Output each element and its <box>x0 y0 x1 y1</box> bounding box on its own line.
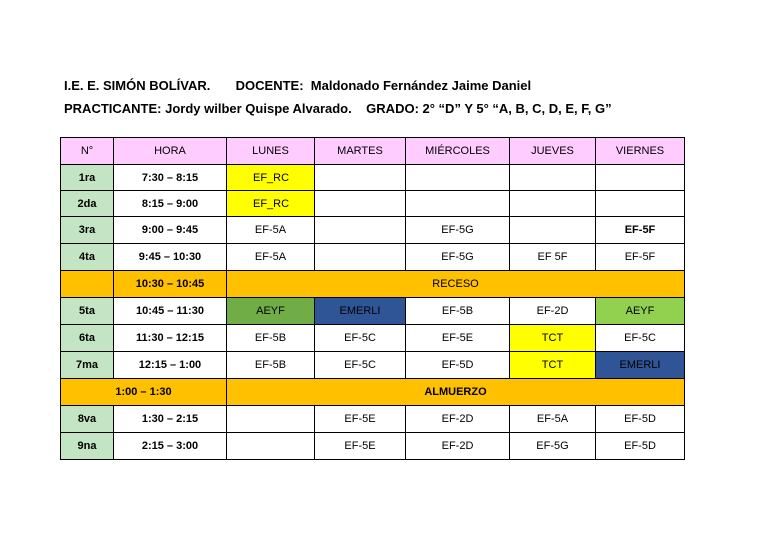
column-header: MIÉRCOLES <box>406 138 510 165</box>
header-trainee-grade: PRACTICANTE: Jordy wilber Quispe Alvarado. GRADO: 2° “D” Y 5° “A, B, C, D, E, F, G” <box>64 101 612 116</box>
column-header: JUEVES <box>510 138 596 165</box>
table-header-row <box>61 138 685 165</box>
schedule-cell: EF-5A <box>227 217 315 244</box>
schedule-cell: EF-5D <box>596 433 685 460</box>
schedule-cell <box>315 244 406 271</box>
period-number: 2da <box>61 191 114 217</box>
schedule-cell <box>596 191 685 217</box>
table-row <box>61 352 685 379</box>
table-row <box>61 217 685 244</box>
period-number: 3ra <box>61 217 114 244</box>
schedule-cell <box>315 165 406 191</box>
period-number: 5ta <box>61 298 114 325</box>
schedule-cell: EF-5C <box>315 325 406 352</box>
schedule-cell: EF-5E <box>315 433 406 460</box>
schedule-cell: EF-5E <box>315 406 406 433</box>
table-row <box>61 433 685 460</box>
schedule-cell: EF-5G <box>510 433 596 460</box>
table-row <box>61 325 685 352</box>
table-row <box>61 165 685 191</box>
column-header: LUNES <box>227 138 315 165</box>
schedule-cell <box>227 406 315 433</box>
schedule-cell <box>510 217 596 244</box>
schedule-cell: EF-5C <box>315 352 406 379</box>
schedule-cell: EF-5C <box>596 325 685 352</box>
schedule-table <box>60 137 685 460</box>
schedule-cell <box>510 165 596 191</box>
break-label: ALMUERZO <box>227 379 685 406</box>
schedule-cell: EMERLI <box>315 298 406 325</box>
schedule-cell <box>315 191 406 217</box>
period-number: 8va <box>61 406 114 433</box>
schedule-cell: TCT <box>510 352 596 379</box>
schedule-cell: EF-5A <box>510 406 596 433</box>
schedule-cell: EF-5E <box>406 325 510 352</box>
schedule-cell <box>227 433 315 460</box>
schedule-cell: EMERLI <box>596 352 685 379</box>
period-time: 2:15 – 3:00 <box>114 433 227 460</box>
period-number: 1ra <box>61 165 114 191</box>
schedule-cell: EF-5D <box>406 352 510 379</box>
schedule-cell: EF-5A <box>227 244 315 271</box>
schedule-cell: EF-5D <box>596 406 685 433</box>
schedule-cell <box>596 165 685 191</box>
table-row <box>61 406 685 433</box>
schedule-cell <box>510 191 596 217</box>
schedule-cell: EF-2D <box>510 298 596 325</box>
break-row <box>61 271 685 298</box>
schedule-cell: AEYF <box>596 298 685 325</box>
period-number: 6ta <box>61 325 114 352</box>
schedule-cell: EF-5F <box>596 217 685 244</box>
period-number <box>61 271 114 298</box>
schedule-cell <box>406 191 510 217</box>
schedule-cell: EF-5F <box>596 244 685 271</box>
period-number: 4ta <box>61 244 114 271</box>
column-header: N° <box>61 138 114 165</box>
period-time: 11:30 – 12:15 <box>114 325 227 352</box>
column-header: VIERNES <box>596 138 685 165</box>
schedule-cell: EF-2D <box>406 406 510 433</box>
break-row <box>61 379 685 406</box>
schedule-cell: EF-5B <box>406 298 510 325</box>
schedule-cell: EF-5B <box>227 352 315 379</box>
schedule-cell: EF_RC <box>227 165 315 191</box>
column-header: HORA <box>114 138 227 165</box>
period-time: 12:15 – 1:00 <box>114 352 227 379</box>
period-time: 1:00 – 1:30 <box>61 379 227 406</box>
period-number: 7ma <box>61 352 114 379</box>
table-row <box>61 298 685 325</box>
period-time: 7:30 – 8:15 <box>114 165 227 191</box>
schedule-cell: EF_RC <box>227 191 315 217</box>
period-time: 9:00 – 9:45 <box>114 217 227 244</box>
period-time: 1:30 – 2:15 <box>114 406 227 433</box>
table-row <box>61 191 685 217</box>
table-row <box>61 244 685 271</box>
schedule-cell: TCT <box>510 325 596 352</box>
period-time: 9:45 – 10:30 <box>114 244 227 271</box>
period-time: 8:15 – 9:00 <box>114 191 227 217</box>
column-header: MARTES <box>315 138 406 165</box>
period-time: 10:30 – 10:45 <box>114 271 227 298</box>
header-school-teacher: I.E. E. SIMÓN BOLÍVAR. DOCENTE: Maldonado Fernández Jaime Daniel <box>64 78 532 93</box>
schedule-cell: EF 5F <box>510 244 596 271</box>
period-number: 9na <box>61 433 114 460</box>
schedule-cell: EF-5B <box>227 325 315 352</box>
schedule-cell: EF-5G <box>406 244 510 271</box>
schedule-cell: EF-2D <box>406 433 510 460</box>
period-time: 10:45 – 11:30 <box>114 298 227 325</box>
schedule-cell: EF-5G <box>406 217 510 244</box>
schedule-cell <box>315 217 406 244</box>
schedule-cell <box>406 165 510 191</box>
schedule-cell: AEYF <box>227 298 315 325</box>
break-label: RECESO <box>227 271 685 298</box>
